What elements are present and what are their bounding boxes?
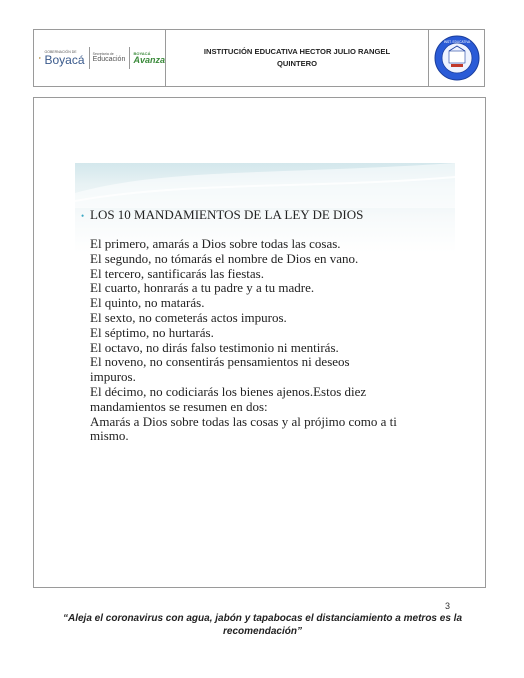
svg-text:INST. EDUCATIVA: INST. EDUCATIVA [443,40,470,44]
list-item: El sexto, no cometerás actos impuros. [90,309,287,325]
list-item: El tercero, santificarás las fiestas. [90,265,264,281]
footer-slogan: “Aleja el coronavirus con agua, jabón y tapabocas el distanciamiento a metros es la recomendación” [62,613,463,637]
institution-title: INSTITUCIÓN EDUCATIVA HECTOR JULIO RANGEL QUINTERO [203,47,391,68]
slide-swoosh-decoration [75,163,455,208]
list-item: mandamientos se resumen en dos: [90,398,268,414]
header-title-cell [166,30,429,86]
document-header [33,29,485,87]
list-item: El décimo, no codiciarás los bienes ajenos.Estos diez [90,383,367,399]
boyaca-logo-small: GOBERNACIÓN DE [44,50,77,54]
list-item: El séptimo, no hurtarás. [90,324,214,340]
list-item: El segundo, no tómarás el nombre de Dios en vano. [90,250,359,266]
avanza-word: Avanza [133,55,165,65]
slide-content [81,207,441,444]
secretaria-label: Secretaría de [92,52,114,56]
avanza-logo [133,51,165,65]
header-logos [34,30,166,86]
list-item: El primero, amarás a Dios sobre todas las cosas. [90,236,341,251]
slide-heading-row [81,207,441,224]
slide-heading: LOS 10 MANDAMIENTOS DE LA LEY DE DIOS [90,207,364,222]
list-item: El quinto, no matarás. [90,295,205,311]
header-crest-cell [429,30,484,86]
boyaca-shield-icon [39,50,41,66]
list-item: El cuarto, honrarás a tu padre y a tu madre. [90,280,315,296]
page-number: 3 [445,601,451,611]
boyaca-logo-word: Boyacá [44,53,85,67]
secretaria-logo [93,52,126,64]
educacion-label: Educación [92,56,126,63]
list-item: El octavo, no dirás falso testimonio ni mentirás. [90,339,339,355]
commandments-list [81,237,441,444]
avanza-small: BOYACÁ [133,51,151,56]
list-item: mismo. [90,428,129,444]
slide-image [75,163,455,480]
list-item: impuros. [90,369,136,385]
school-crest-icon [433,34,481,82]
bullet-icon: • [81,211,85,221]
list-item: El noveno, no consentirás pensamientos ni deseos [90,354,350,370]
boyaca-logo [45,50,85,66]
list-item: Amarás a Dios sobre todas las cosas y al prójimo como a ti [90,413,397,429]
